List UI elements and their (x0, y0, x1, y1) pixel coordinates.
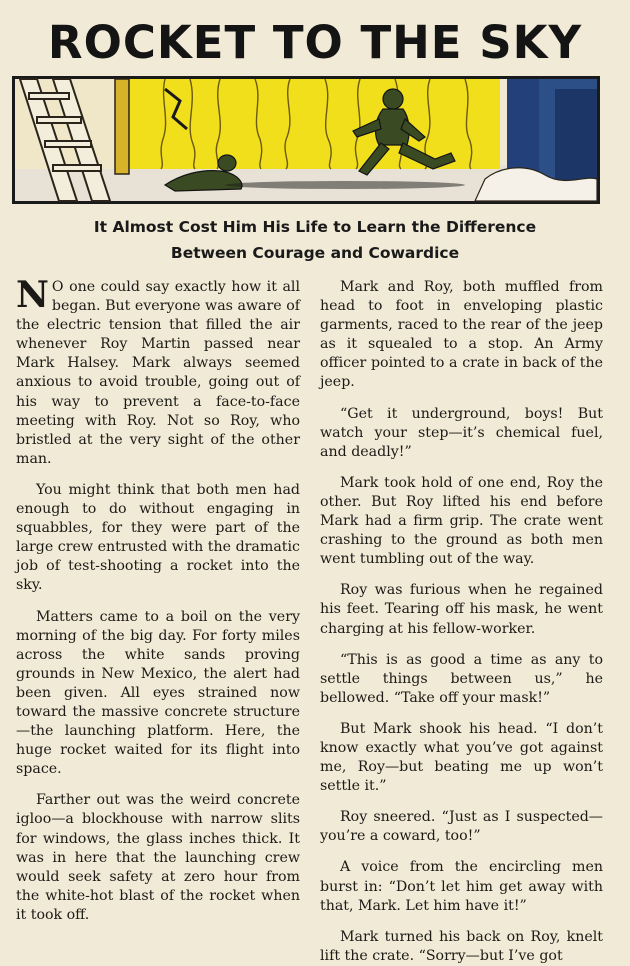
left-text-column (16, 274, 300, 937)
paragraph: Mark took hold of one end, Roy the other. But Roy lifted his end before Mark had a firm grip. The crate went crashing to the ground as both men went tumbling out of the way. (320, 474, 603, 568)
right-text-column (320, 278, 603, 964)
paragraph: “This is as good a time as any to settle things between us,” he bellowed. “Take off your mask!” (320, 651, 603, 706)
floor-shadow (225, 181, 465, 189)
story-title: ROCKET TO THE SKY (47, 16, 583, 69)
paragraph: Roy was furious when he regained his feet. Tearing off his mask, he went charging at his fellow-worker. (320, 582, 603, 637)
subtitle-line-2: Between Courage and Cowardice (170, 244, 460, 262)
paragraph: You might think that both men had enough to do without engaging in squabbles, for they were part of the large crew entrusted with the dramatic job of test-shooting a rocket into the sky. (16, 481, 300, 594)
paragraph: “Get it underground, boys! But watch your step—it’s chemical fuel, and deadly!” (320, 405, 603, 460)
paragraph: Matters came to a boil on the very morning of the big day. For forty miles across the white sands proving grounds in New Mexico, the alert had been given. All eyes strained now toward the massive concrete structure—the launching platform. Here, the huge rocket waited for its flight into space. (16, 608, 300, 778)
support-beam (115, 79, 129, 174)
illustration-art (15, 79, 597, 201)
comic-illustration (12, 76, 600, 204)
paragraph-text: O one could say exactly how it all began. But everyone was aware of the electric tension that filled the air whenever Roy Martin passed near Mark Halsey. Mark always seemed anxious to avoid trouble, going out of his way to prevent a face-to-face meeting with Roy. Not so Roy, who bristled at the very sight of the other man. (16, 279, 300, 467)
paragraph (16, 274, 300, 469)
paragraph: Roy sneered. “Just as I suspected—you’re a coward, too!” (320, 809, 603, 845)
paragraph: A voice from the encircling men burst in: “Don’t let him get away with that, Mark. Let him have it!” (320, 859, 603, 914)
story-subtitle (0, 214, 630, 266)
subtitle-line-1: It Almost Cost Him His Life to Learn the Difference (93, 218, 537, 236)
paragraph: Farther out was the weird concrete igloo—a blockhouse with narrow slits for windows, the glass inches thick. It was in here that the launching crew would seek safety at zero hour from the white-hot blast of the rocket when it took off. (16, 792, 300, 923)
paragraph: Mark and Roy, both muffled from head to foot in enveloping plastic garments, raced to the rear of the jeep as it squealed to a stop. An Army officer pointed to a crate in back of the jeep. (320, 279, 603, 391)
drop-cap: N (16, 274, 49, 316)
paragraph: Mark turned his back on Roy, knelt lift the crate. “Sorry—but I’ve got (320, 928, 603, 964)
paragraph: But Mark shook his head. “I don’t know exactly what you’ve got against me, Roy—but beating me up won’t settle it.” (320, 720, 603, 795)
